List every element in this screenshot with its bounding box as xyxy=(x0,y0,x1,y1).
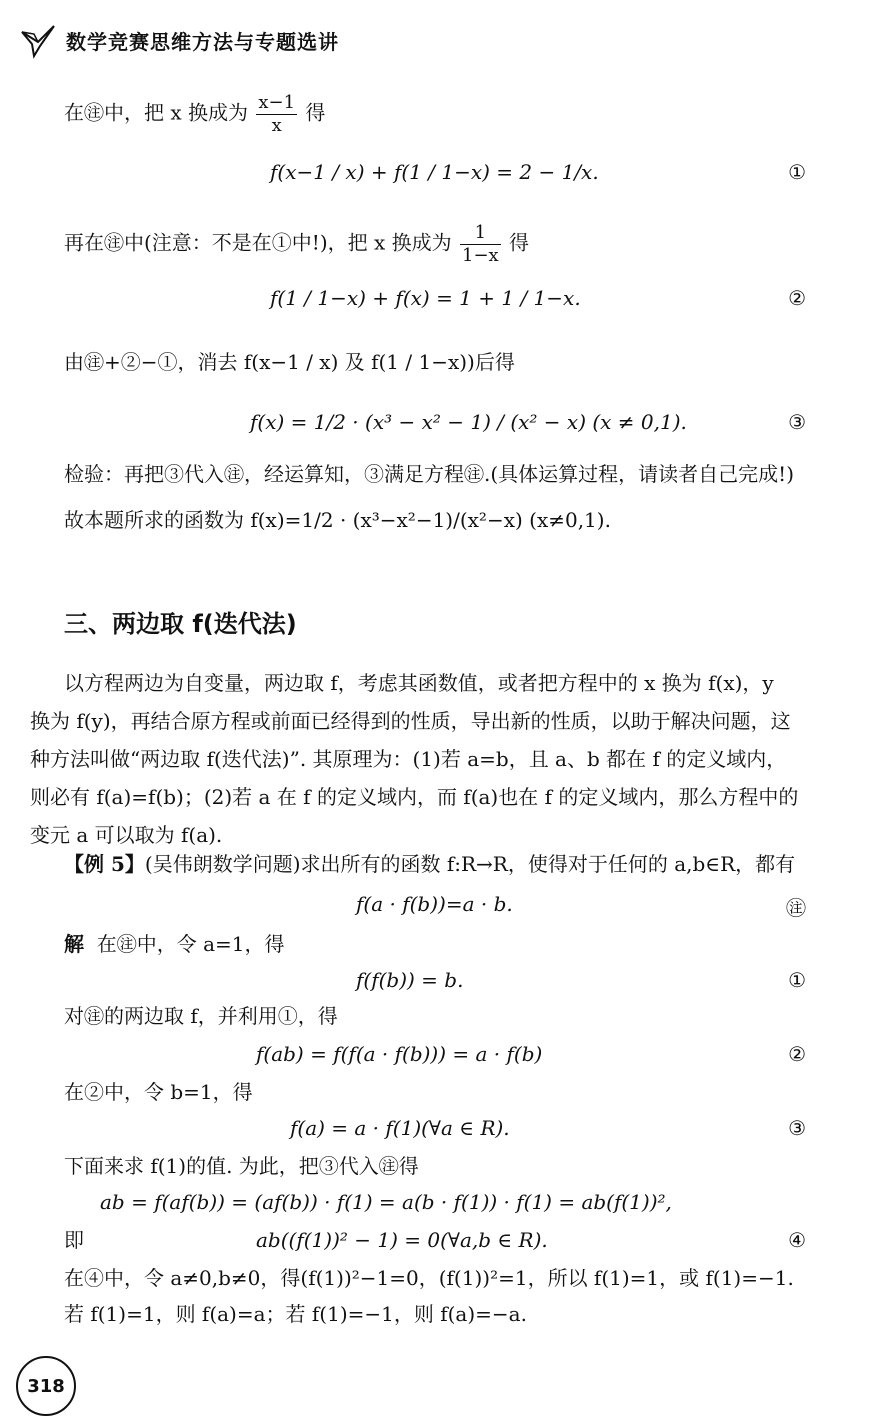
line-5: 故本题所求的函数为 f(x)=1/2 · (x³−x²−1)/(x²−x) (x≠0,1). xyxy=(64,508,611,532)
solution-line-7: 若 f(1)=1，则 f(a)=a；若 f(1)=−1，则 f(a)=−a. xyxy=(64,1302,527,1326)
solution-eq-5-number: ④ xyxy=(788,1228,806,1252)
page-number: 318 xyxy=(16,1356,76,1416)
equation-3-number: ③ xyxy=(788,410,806,434)
equation-1-number: ① xyxy=(788,160,806,184)
equation-2: f(1 / 1−x) + f(x) = 1 + 1 / 1−x. xyxy=(270,286,581,310)
example-equation: f(a · f(b))=a · b. xyxy=(356,892,513,916)
line-2-end: 得 xyxy=(509,230,530,255)
equation-1: f(x−1 / x) + f(1 / 1−x) = 2 − 1/x. xyxy=(270,160,599,184)
solution-line-4: 下面来求 f(1)的值. 为此，把③代入㊟得 xyxy=(64,1154,419,1178)
solution-text-1: 在㊟中，令 a=1，得 xyxy=(96,932,285,956)
line-2-text: 再在㊟中(注意：不是在①中!)，把 x 换成为 xyxy=(64,230,452,255)
example-5 xyxy=(64,852,795,876)
solution-eq-3: f(a) = a · f(1)(∀a ∈ R). xyxy=(290,1116,510,1140)
line-1 xyxy=(64,92,325,136)
line-1-text: 在㊟中，把 x 换成为 xyxy=(64,100,248,125)
frac-1-num: x−1 xyxy=(258,92,296,113)
equation-2-number: ② xyxy=(788,286,806,310)
example-label: 【例 5】 xyxy=(64,852,145,876)
book-title: 数学竞赛思维方法与专题选讲 xyxy=(66,29,339,54)
line-2 xyxy=(64,222,529,266)
method-paragraph: 以方程两边为自变量，两边取 f，考虑其函数值，或者把方程中的 x 换为 f(x)，y 换为 f(y)，再结合原方程或前面已经得到的性质，导出新的性质，以助于解决问题，这种方法叫做“两边取 f(迭代法)”. 其原理为：(1)若 a=b，且 a、b 都在 f 的定义域内，则必有 f(a)=f(b)；(2)若 a 在 f 的定义域内，而 f(a)也在 f 的定义域内，那么方程中的变元 a 可以取为 f(a). xyxy=(30,671,799,847)
solution-eq-1: f(f(b)) = b. xyxy=(356,968,464,992)
frac-1-den: x xyxy=(271,114,282,136)
solution-line-5: 即 xyxy=(64,1228,84,1252)
solution-line-3: 在②中，令 b=1，得 xyxy=(64,1080,253,1104)
solution-eq-1-number: ① xyxy=(788,968,806,992)
solution-eq-5: ab((f(1))² − 1) = 0(∀a,b ∈ R). xyxy=(256,1228,548,1252)
frac-2-den: 1−x xyxy=(462,244,499,266)
solution-line-2: 对㊟的两边取 f，并利用①，得 xyxy=(64,1004,338,1028)
section-title: 三、两边取 f(迭代法) xyxy=(64,610,297,638)
example-equation-number: ㊟ xyxy=(786,896,806,920)
bird-logo-icon xyxy=(18,20,58,60)
frac-1 xyxy=(256,92,297,136)
line-3: 由㊟+②−①，消去 f(x−1 / x) 及 f(1 / 1−x))后得 xyxy=(64,350,515,374)
equation-3: f(x) = 1/2 · (x³ − x² − 1) / (x² − x) (x ≠ 0,1). xyxy=(250,410,687,434)
line-1-end: 得 xyxy=(305,100,326,125)
solution-label: 解 xyxy=(64,932,84,956)
solution-line-1 xyxy=(64,932,284,956)
line-4: 检验：再把③代入㊟，经运算知，③满足方程㊟.(具体运算过程，请读者自己完成!) xyxy=(64,462,794,486)
solution-line-6: 在④中，令 a≠0,b≠0，得(f(1))²−1=0，(f(1))²=1，所以 f(1)=1，或 f(1)=−1. xyxy=(64,1266,794,1290)
solution-eq-2-number: ② xyxy=(788,1042,806,1066)
solution-eq-2: f(ab) = f(f(a · f(b))) = a · f(b) xyxy=(256,1042,543,1066)
frac-2 xyxy=(460,222,501,266)
solution-eq-3-number: ③ xyxy=(788,1116,806,1140)
example-text: (吴伟朗数学问题)求出所有的函数 f:R→R，使得对于任何的 a,b∈R，都有 xyxy=(144,852,796,876)
page-header xyxy=(18,20,339,60)
solution-eq-4: ab = f(af(b)) = (af(b)) · f(1) = a(b · f(1)) · f(1) = ab(f(1))², xyxy=(100,1190,672,1214)
frac-2-num: 1 xyxy=(460,222,501,245)
